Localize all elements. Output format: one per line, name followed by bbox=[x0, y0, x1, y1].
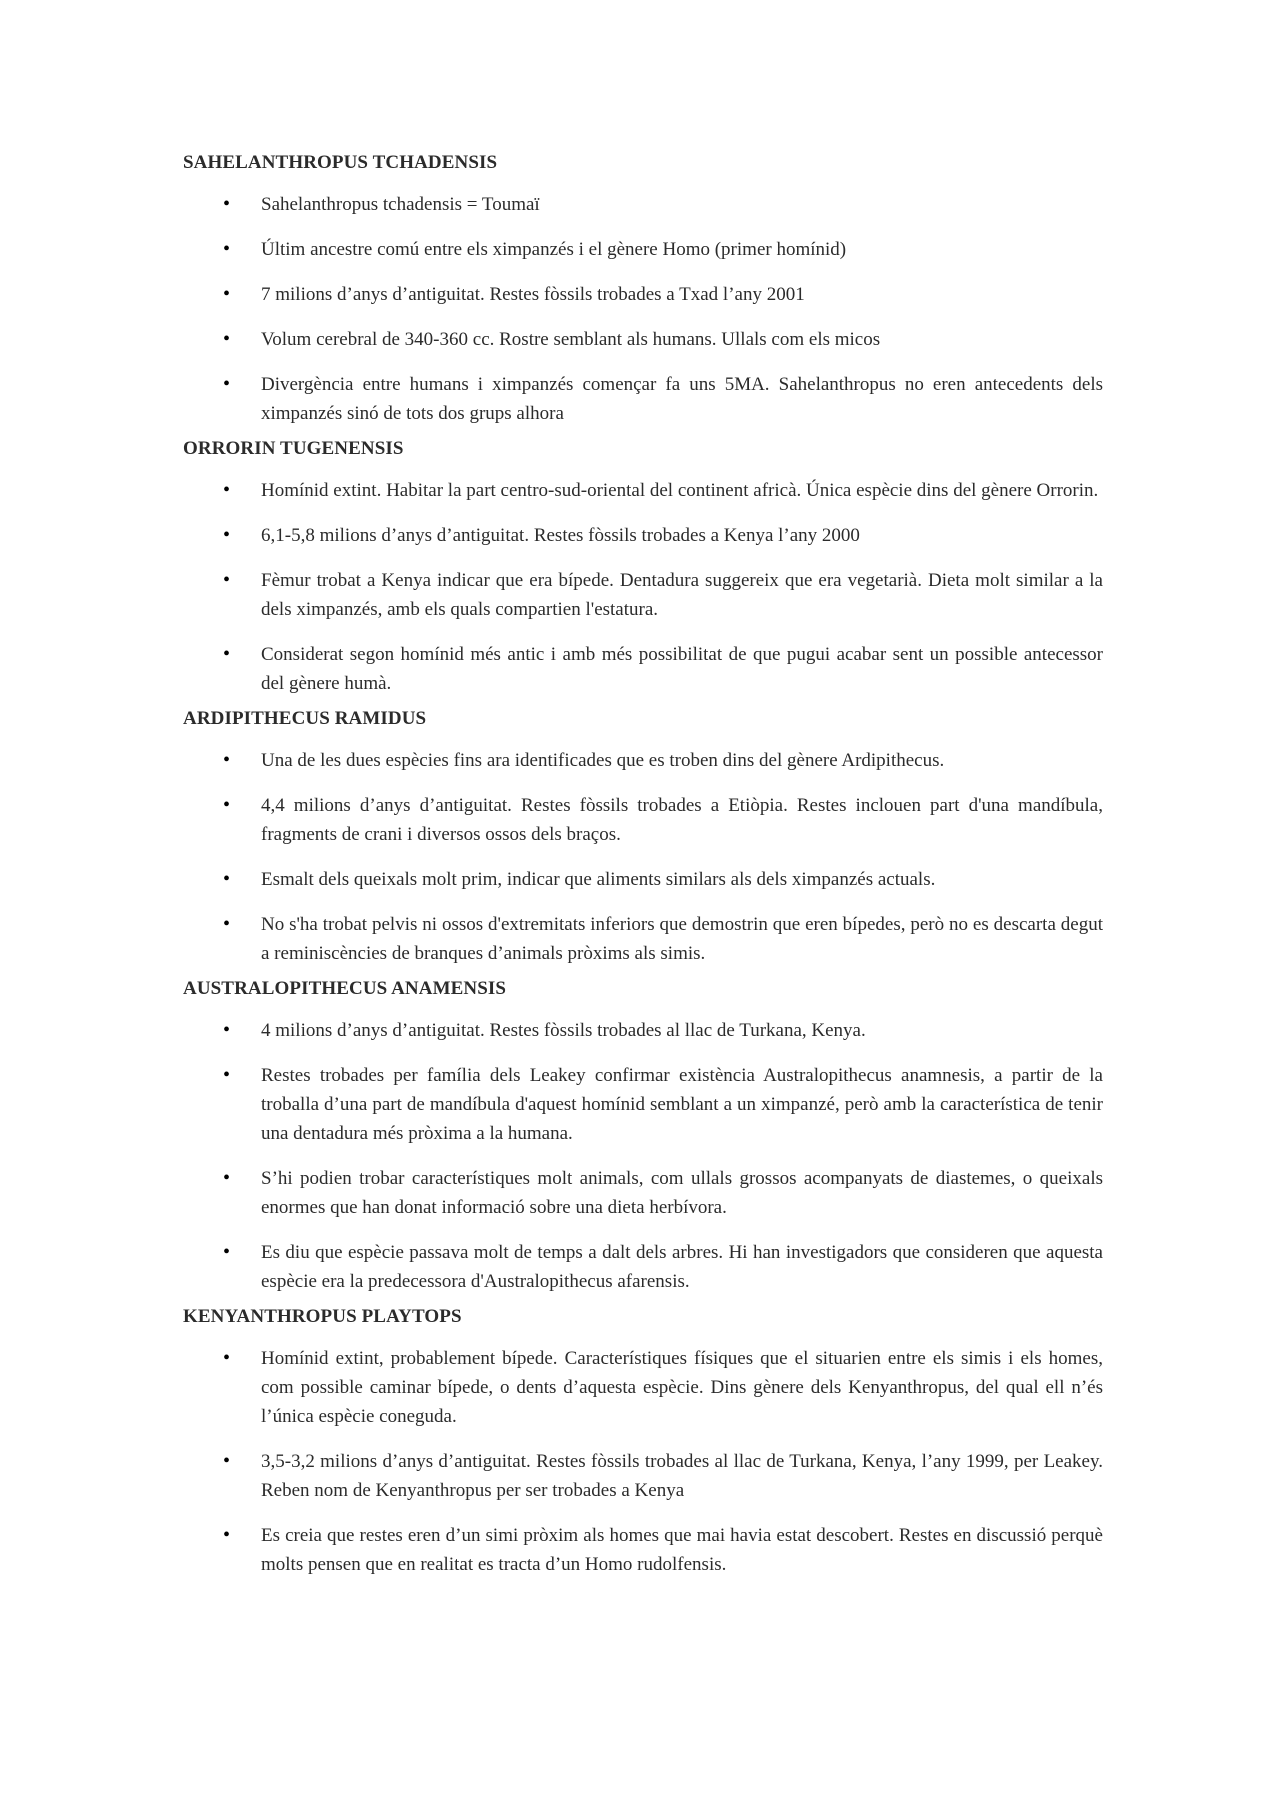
bullet-icon: • bbox=[223, 524, 231, 546]
bullet-icon: • bbox=[223, 1347, 231, 1369]
list-item-text: Sahelanthropus tchadensis = Toumaï bbox=[261, 194, 540, 215]
list-item-text: 4 milions d’anys d’antiguitat. Restes fòssils trobades al llac de Turkana, Kenya. bbox=[261, 1020, 866, 1041]
bullet-icon: • bbox=[223, 913, 231, 935]
bullet-icon: • bbox=[223, 794, 231, 816]
list-item bbox=[183, 566, 1103, 624]
section-heading: KENYANTHROPUS PLAYTOPS bbox=[183, 1306, 462, 1327]
bullet-list bbox=[183, 190, 1103, 428]
list-item bbox=[183, 476, 1103, 505]
list-item bbox=[183, 1164, 1103, 1222]
list-item-text: Fèmur trobat a Kenya indicar que era bípede. Dentadura suggereix que era vegetarià. Dieta molt similar a la dels ximpanzés, amb els quals compartien l'estatura. bbox=[261, 570, 1103, 620]
section bbox=[183, 150, 1103, 428]
list-item bbox=[183, 370, 1103, 428]
bullet-icon: • bbox=[223, 749, 231, 771]
bullet-icon: • bbox=[223, 283, 231, 305]
list-item-text: Esmalt dels queixals molt prim, indicar que aliments similars als dels ximpanzés actuals. bbox=[261, 869, 936, 890]
bullet-icon: • bbox=[223, 1064, 231, 1086]
bullet-icon: • bbox=[223, 1019, 231, 1041]
list-item bbox=[183, 521, 1103, 550]
section bbox=[183, 976, 1103, 1296]
document-page bbox=[183, 150, 1103, 1587]
list-item bbox=[183, 746, 1103, 775]
list-item-text: Es diu que espècie passava molt de temps a dalt dels arbres. Hi han investigadors que consideren que aquesta espècie era la predecessora d'Australopithecus afarensis. bbox=[261, 1242, 1103, 1292]
list-item-text: Homínid extint, probablement bípede. Característiques físiques que el situarien entre els simis i els homes, com possible caminar bípede, o dents d’aquesta espècie. Dins gènere dels Kenyanthropus, del qual ell n’és l’única espècie coneguda. bbox=[261, 1348, 1103, 1427]
list-item bbox=[183, 791, 1103, 849]
list-item bbox=[183, 865, 1103, 894]
bullet-icon: • bbox=[223, 479, 231, 501]
bullet-icon: • bbox=[223, 643, 231, 665]
list-item-text: 4,4 milions d’anys d’antiguitat. Restes fòssils trobades a Etiòpia. Restes inclouen part d'una mandíbula, fragments de crani i diversos ossos dels braços. bbox=[261, 795, 1103, 845]
list-item bbox=[183, 235, 1103, 264]
section-heading: AUSTRALOPITHECUS ANAMENSIS bbox=[183, 978, 507, 999]
bullet-list bbox=[183, 1344, 1103, 1579]
list-item-text: 3,5-3,2 milions d’anys d’antiguitat. Restes fòssils trobades al llac de Turkana, Kenya, l’any 1999, per Leakey. Reben nom de Kenyanthropus per ser trobades a Kenya bbox=[261, 1451, 1103, 1501]
bullet-icon: • bbox=[223, 569, 231, 591]
bullet-icon: • bbox=[223, 1241, 231, 1263]
section bbox=[183, 1304, 1103, 1579]
list-item bbox=[183, 325, 1103, 354]
bullet-list bbox=[183, 746, 1103, 968]
section bbox=[183, 436, 1103, 698]
section bbox=[183, 706, 1103, 968]
bullet-icon: • bbox=[223, 1524, 231, 1546]
list-item bbox=[183, 190, 1103, 219]
section-heading: ORRORIN TUGENENSIS bbox=[183, 438, 404, 459]
list-item-text: 6,1-5,8 milions d’anys d’antiguitat. Restes fòssils trobades a Kenya l’any 2000 bbox=[261, 525, 860, 546]
bullet-icon: • bbox=[223, 328, 231, 350]
list-item bbox=[183, 1238, 1103, 1296]
list-item bbox=[183, 1344, 1103, 1431]
list-item bbox=[183, 280, 1103, 309]
list-item-text: Homínid extint. Habitar la part centro-sud-oriental del continent africà. Única espècie dins del gènere Orrorin. bbox=[261, 480, 1099, 501]
list-item bbox=[183, 640, 1103, 698]
list-item-text: S’hi podien trobar característiques molt animals, com ullals grossos acompanyats de diastemes, o queixals enormes que han donat informació sobre una dieta herbívora. bbox=[261, 1168, 1103, 1218]
list-item bbox=[183, 1521, 1103, 1579]
list-item-text: Una de les dues espècies fins ara identificades que es troben dins del gènere Ardipithecus. bbox=[261, 750, 945, 771]
list-item bbox=[183, 1061, 1103, 1148]
bullet-icon: • bbox=[223, 373, 231, 395]
list-item-text: No s'ha trobat pelvis ni ossos d'extremitats inferiors que demostrin que eren bípedes, però no es descarta degut a reminiscències de branques d’animals pròxims als simis. bbox=[261, 914, 1103, 964]
list-item bbox=[183, 1447, 1103, 1505]
bullet-icon: • bbox=[223, 238, 231, 260]
bullet-icon: • bbox=[223, 1450, 231, 1472]
list-item-text: Es creia que restes eren d’un simi pròxim als homes que mai havia estat descobert. Restes en discussió perquè molts pensen que en realitat es tracta d’un Homo rudolfensis. bbox=[261, 1525, 1103, 1575]
section-heading: ARDIPITHECUS RAMIDUS bbox=[183, 708, 427, 729]
bullet-icon: • bbox=[223, 1167, 231, 1189]
section-heading: SAHELANTHROPUS TCHADENSIS bbox=[183, 152, 498, 173]
list-item-text: Considerat segon homínid més antic i amb més possibilitat de que pugui acabar sent un possible antecessor del gènere humà. bbox=[261, 644, 1103, 694]
list-item-text: 7 milions d’anys d’antiguitat. Restes fòssils trobades a Txad l’any 2001 bbox=[261, 284, 805, 305]
list-item-text: Volum cerebral de 340-360 cc. Rostre semblant als humans. Ullals com els micos bbox=[261, 329, 881, 350]
bullet-icon: • bbox=[223, 193, 231, 215]
list-item bbox=[183, 1016, 1103, 1045]
bullet-list bbox=[183, 476, 1103, 698]
list-item-text: Divergència entre humans i ximpanzés començar fa uns 5MA. Sahelanthropus no eren antecedents dels ximpanzés sinó de tots dos grups alhora bbox=[261, 374, 1103, 424]
list-item-text: Restes trobades per família dels Leakey confirmar existència Australopithecus anamnesis, a partir de la troballa d’una part de mandíbula d'aquest homínid semblant a un ximpanzé, però amb la característica de tenir una dentadura més pròxima a la humana. bbox=[261, 1065, 1103, 1144]
list-item bbox=[183, 910, 1103, 968]
bullet-icon: • bbox=[223, 868, 231, 890]
list-item-text: Últim ancestre comú entre els ximpanzés i el gènere Homo (primer homínid) bbox=[261, 239, 847, 260]
bullet-list bbox=[183, 1016, 1103, 1296]
